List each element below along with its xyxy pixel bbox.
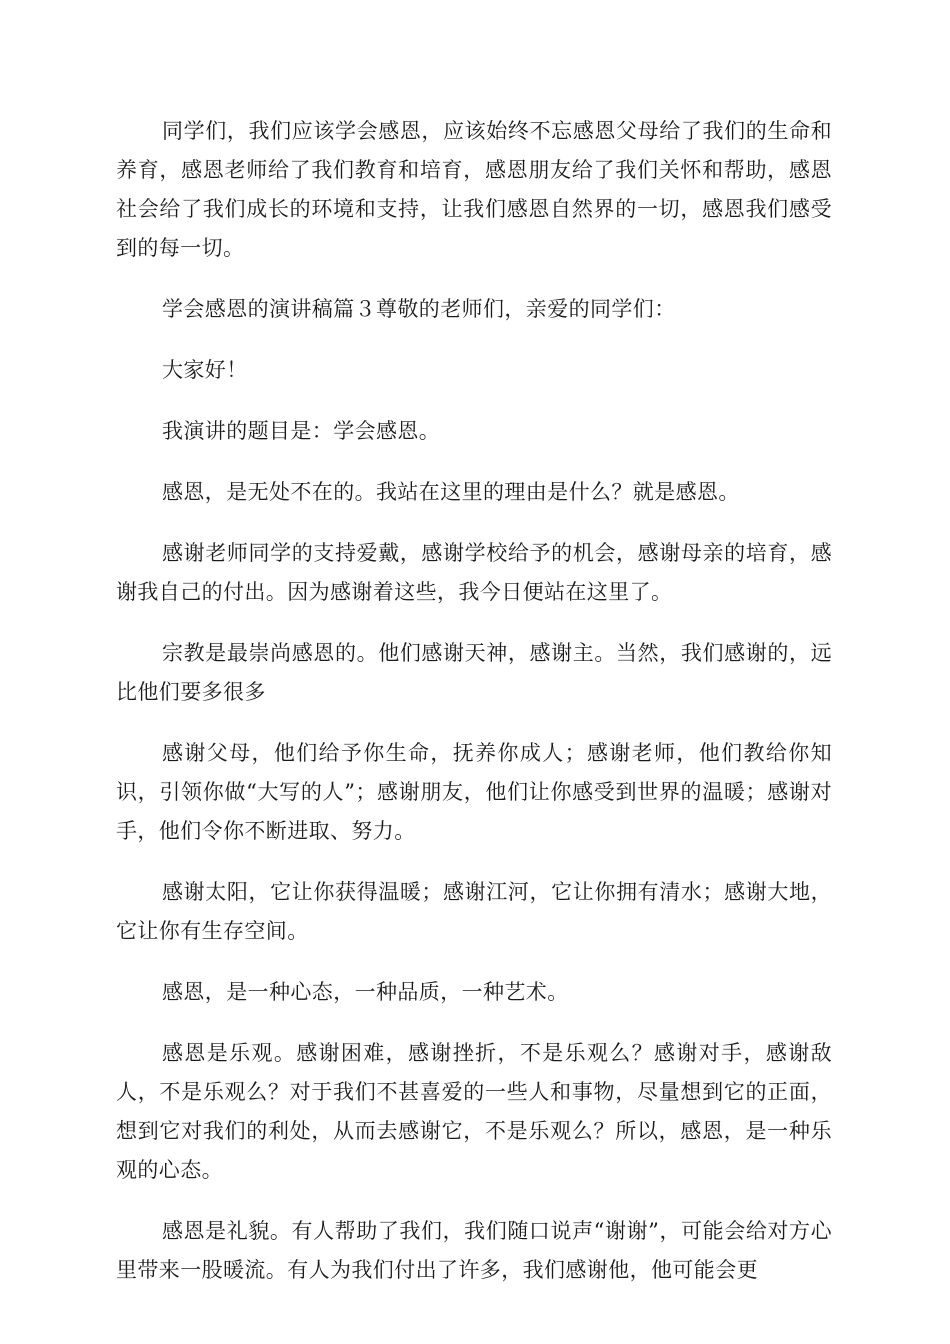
paragraph-11: 感恩是乐观。感谢困难，感谢挫折，不是乐观么？感谢对手，感谢敌人，不是乐观么？对于我们不甚喜爱的一些人和事物，尽量想到它的正面，想到它对我们的利处，从而去感谢它，不是乐观么？所以，感恩，是一种乐观的心态。 bbox=[116, 1041, 832, 1182]
paragraph-3: 大家好！ bbox=[162, 358, 248, 382]
paragraph-6: 感谢老师同学的支持爱戴，感谢学校给予的机会，感谢母亲的培育，感谢我自己的付出。因为感谢着这些，我今日便站在这里了。 bbox=[116, 541, 832, 604]
paragraph-8: 感谢父母，他们给予你生命，抚养你成人；感谢老师，他们教给你知识，引领你做“大写的人”；感谢朋友，他们让你感受到世界的温暖；感谢对手，他们令你不断进取、努力。 bbox=[116, 741, 832, 843]
document-body bbox=[116, 112, 832, 1312]
paragraph-12: 感恩是礼貌。有人帮助了我们，我们随口说声“谢谢”，可能会给对方心里带来一股暖流。有人为我们付出了许多，我们感谢他，他可能会更 bbox=[116, 1219, 832, 1282]
paragraph-1: 同学们，我们应该学会感恩，应该始终不忘感恩父母给了我们的生命和养育，感恩老师给了我们教育和培育，感恩朋友给了我们关怀和帮助，感恩社会给了我们成长的环境和支持，让我们感恩自然界的一切，感恩我们感受到的每一切。 bbox=[116, 119, 832, 260]
paragraph-5: 感恩，是无处不在的。我站在这里的理由是什么？就是感恩。 bbox=[162, 480, 740, 504]
paragraph-7: 宗教是最崇尚感恩的。他们感谢天神，感谢主。当然，我们感谢的，远比他们要多很多 bbox=[116, 641, 832, 704]
paragraph-2: 学会感恩的演讲稿篇３尊敬的老师们，亲爱的同学们： bbox=[162, 297, 676, 321]
paragraph-9: 感谢太阳，它让你获得温暖；感谢江河，它让你拥有清水；感谢大地，它让你有生存空间。 bbox=[116, 880, 832, 943]
paragraph-10: 感恩，是一种心态，一种品质，一种艺术。 bbox=[162, 980, 569, 1004]
paragraph-4: 我演讲的题目是：学会感恩。 bbox=[162, 419, 441, 443]
